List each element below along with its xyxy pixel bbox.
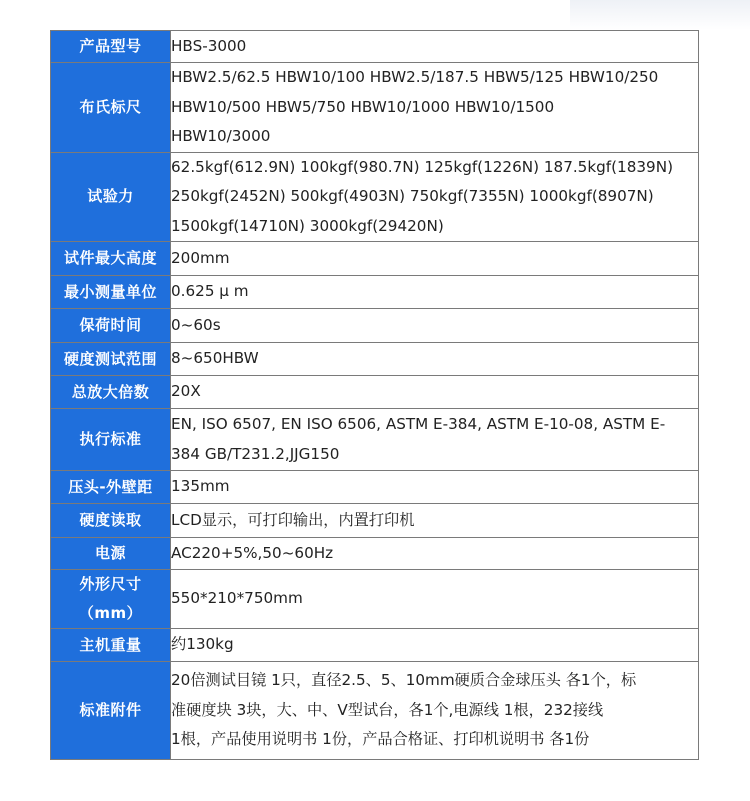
table-row bbox=[51, 31, 699, 63]
table-row bbox=[51, 662, 699, 760]
row-value: EN, ISO 6507, EN ISO 6506, ASTM E-384, ASTM E-10-08, ASTM E- 384 GB/T231.2,JJG150 bbox=[171, 409, 699, 471]
row-key: 总放大倍数 bbox=[51, 376, 171, 409]
table-row bbox=[51, 538, 699, 570]
row-value: 135mm bbox=[171, 471, 699, 504]
row-value: LCD显示，可打印输出，内置打印机 bbox=[171, 504, 699, 538]
row-value: 20倍测试目镜 1只，直径2.5、5、10mm硬质合金球压头 各1个，标 准硬度块 3块，大、中、V型试台，各1个,电源线 1根，232接线 1根，产品使用说明书 1份，产品合格证、打印机说明书 各1份 bbox=[171, 662, 699, 760]
row-key: 试件最大高度 bbox=[51, 242, 171, 276]
row-key: 硬度测试范围 bbox=[51, 343, 171, 376]
row-value: 0.625 μ m bbox=[171, 276, 699, 309]
row-key: 保荷时间 bbox=[51, 309, 171, 343]
row-value: 200mm bbox=[171, 242, 699, 276]
row-key: 最小测量单位 bbox=[51, 276, 171, 309]
row-value: 0~60s bbox=[171, 309, 699, 343]
row-key: 执行标准 bbox=[51, 409, 171, 471]
row-value: 20X bbox=[171, 376, 699, 409]
row-key: 主机重量 bbox=[51, 629, 171, 662]
row-key: 试验力 bbox=[51, 152, 171, 242]
row-value: 约130kg bbox=[171, 629, 699, 662]
table-row bbox=[51, 504, 699, 538]
table-row bbox=[51, 471, 699, 504]
row-key: 外形尺寸 （mm） bbox=[51, 570, 171, 629]
row-key: 硬度读取 bbox=[51, 504, 171, 538]
row-value: 62.5kgf(612.9N) 100kgf(980.7N) 125kgf(1226N) 187.5kgf(1839N) 250kgf(2452N) 500kgf(4903N) 750kgf(7355N) 1000kgf(8907N) 1500kgf(14710N) 3000kgf(29420N) bbox=[171, 152, 699, 242]
table-row bbox=[51, 276, 699, 309]
table-row bbox=[51, 242, 699, 276]
row-value: HBW2.5/62.5 HBW10/100 HBW2.5/187.5 HBW5/125 HBW10/250 HBW10/500 HBW5/750 HBW10/1000 HBW10/1500 HBW10/3000 bbox=[171, 63, 699, 153]
row-key: 压头-外壁距 bbox=[51, 471, 171, 504]
table-row bbox=[51, 570, 699, 629]
row-value: AC220+5%,50~60Hz bbox=[171, 538, 699, 570]
table-row bbox=[51, 152, 699, 242]
row-key: 产品型号 bbox=[51, 31, 171, 63]
table-row bbox=[51, 343, 699, 376]
table-row bbox=[51, 629, 699, 662]
table-row bbox=[51, 63, 699, 153]
row-key: 标准附件 bbox=[51, 662, 171, 760]
row-value: HBS-3000 bbox=[171, 31, 699, 63]
row-key: 布氏标尺 bbox=[51, 63, 171, 153]
top-right-glow bbox=[570, 0, 750, 30]
row-value: 8~650HBW bbox=[171, 343, 699, 376]
spec-table bbox=[50, 30, 699, 760]
table-row bbox=[51, 309, 699, 343]
table-row bbox=[51, 409, 699, 471]
row-value: 550*210*750mm bbox=[171, 570, 699, 629]
row-key: 电源 bbox=[51, 538, 171, 570]
table-row bbox=[51, 376, 699, 409]
